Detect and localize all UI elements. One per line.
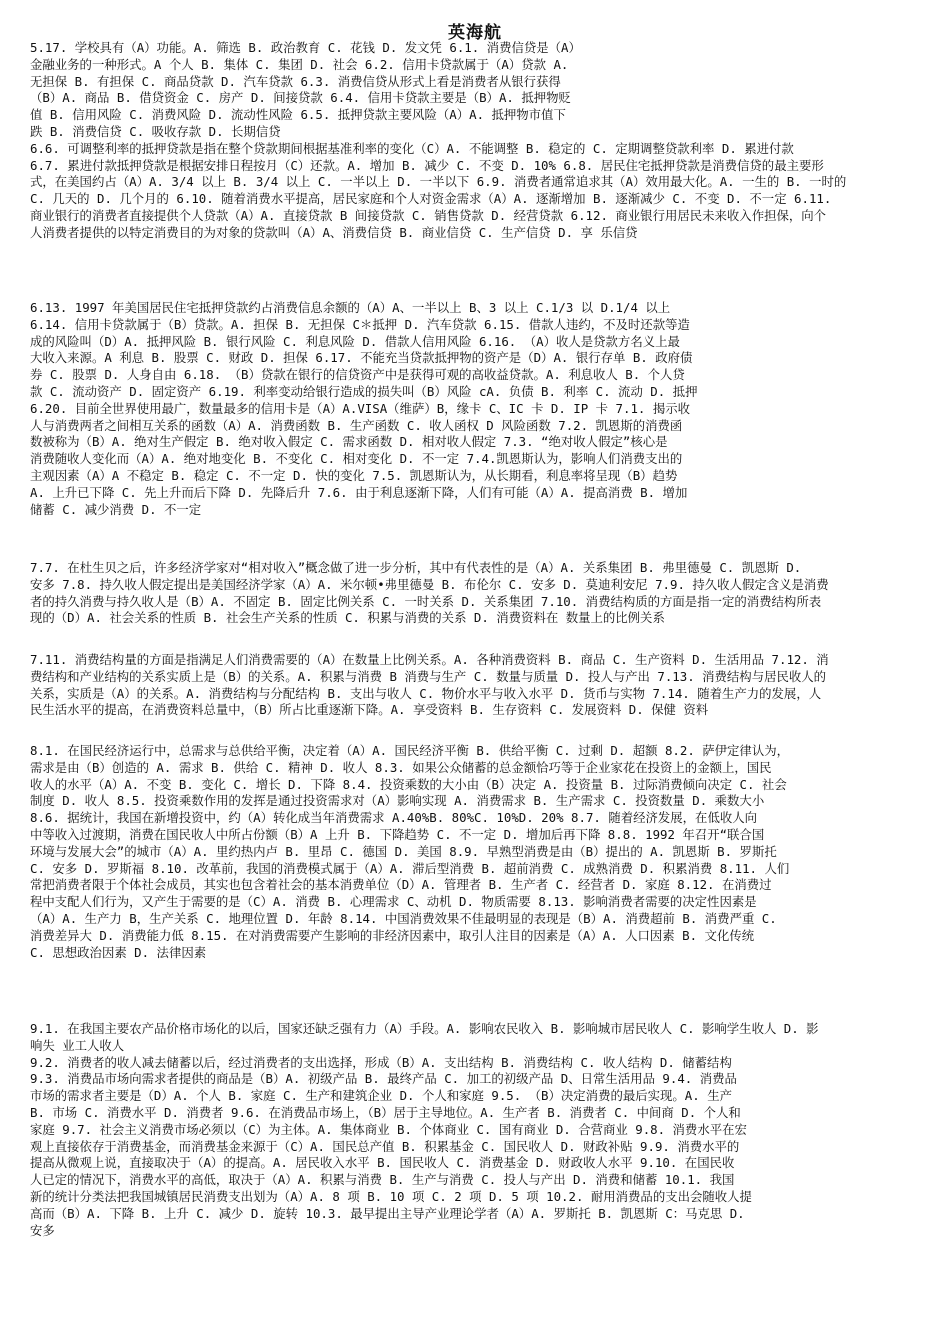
text-line: 6.20. 目前全世界使用最广，数量最多的信用卡是（A）A.VISA（维萨）B，缘卡 C、IC 卡 D. IP 卡 7.1. 揭示收 bbox=[30, 400, 690, 416]
text-line: B. 市场 C. 消费水平 D. 消费者 9.6. 在消费品市场上，（B）居于主导地位。A. 生产者 B. 消费者 C. 中间商 D. 个人和 bbox=[30, 1104, 741, 1120]
text-line: 民生活水平的提高，在消费资料总量中，（B）所占比重逐渐下降。A. 享受资料 B. 生存资料 C. 发展资料 D. 保健 资料 bbox=[30, 702, 709, 718]
text-line: 常把消费者限于个体社会成员，其实也包含着社会的基本消费单位（D）A. 管理者 B. 生产者 C. 经营者 D. 家庭 8.12. 在消费过 bbox=[30, 877, 772, 893]
text-line: 6.13. 1997 年美国居民住宅抵押贷款约占消费信息余额的（A）A、一半以上 B、3 以上 C.1/3 以 D.1/4 以上 bbox=[30, 300, 671, 315]
text-line: C. 安多 D. 罗斯福 8.10. 改革前，我国的消费模式属于（A）A. 滞后型消费 B. 超前消费 C. 成熟消费 D. 积累消费 8.11. 人们 bbox=[30, 860, 790, 876]
text-line: 9.2. 消费者的收人减去储蓄以后，经过消费者的支出选择，形成（B）A. 支出结构 B. 消费结构 C. 收人结构 D. 储蓄结构 bbox=[30, 1054, 732, 1070]
text-line: 式，在美国约占（A）A. 3/4 以上 B. 3/4 以上 C. 一半以上 D. 一半以下 6.9. 消费者通常追求其（A）效用最大化。A. 一生的 B. 一时的 bbox=[30, 174, 847, 190]
text-line: 9.3. 消费品市场向需求者提供的商品是（B）A. 初级产品 B. 最终产品 C. 加工的初级产品 D、日常生活用品 9.4. 消费品 bbox=[30, 1071, 737, 1087]
text-line: 现的（D）A. 社会关系的性质 B. 社会生产关系的性质 C. 积累与消费的关系 D. 消费资料在 数量上的比例关系 bbox=[30, 610, 665, 626]
text-line: 者的持久消费与持久收人是（B）A. 不固定 B. 固定比例关系 C. 一时关系 D. 关系集团 7.10. 消费结构质的方面是指一定的消费结构所表 bbox=[30, 593, 822, 609]
text-line: 响失 业工人收人 bbox=[30, 1037, 125, 1053]
text-line: 主观因素（A）A 不稳定 B. 稳定 C. 不一定 D. 快的变化 7.5. 凯恩斯认为，从长期看，利息率将呈现（B）趋势 bbox=[30, 467, 678, 483]
text-line: 储蓄 C. 减少消费 D. 不一定 bbox=[30, 501, 202, 517]
text-line: 数被称为（B）A. 绝对生产假定 B. 绝对收入假定 C. 需求函数 D. 相对收人假定 7.3. “绝对收人假定”核心是 bbox=[30, 434, 668, 450]
paragraph-block bbox=[30, 743, 789, 961]
text-line: 8.6. 据统计，我国在新增投资中，约（A）转化成当年消费需求 A.40%B. 80%C. 10%D. 20% 8.7. 随着经济发展，在低收人向 bbox=[30, 810, 758, 826]
text-line: 5.17. 学校具有（A）功能。A. 筛选 B. 政治教育 C. 花钱 D. 发文凭 6.1. 消费信贷是（A） bbox=[30, 40, 581, 55]
text-line: 8.1. 在国民经济运行中，总需求与总供给平衡，决定着（A）A. 国民经济平衡 B. 供给平衡 C. 过剩 D. 超额 8.2. 萨伊定律认为， bbox=[30, 743, 789, 758]
paragraph-block bbox=[30, 40, 846, 242]
text-line: 6.7. 累进付款抵押贷款是根据安排日程按月（C）还款。A. 增加 B. 减少 C. 不变 D. 10% 6.8. 居民住宅抵押贷款是消费信贷的最主要形 bbox=[30, 157, 824, 173]
text-line: 6.14. 信用卡贷款属于（B）贷款。A. 担保 B. 无担保 C＊抵押 D. 汽车贷款 6.15. 借款人违约，不及时还款等造 bbox=[30, 316, 690, 332]
paragraph-block bbox=[30, 652, 829, 719]
text-line: 7.11. 消费结构量的方面是指满足人们消费需要的（A）在数量上比例关系。A. 各种消费资料 B. 商品 C. 生产资料 D. 生活用品 7.12. 消 bbox=[30, 652, 829, 667]
paragraph-block bbox=[30, 1021, 819, 1239]
text-line: 安多 7.8. 持久收人假定提出是美国经济学家（A）A. 米尔顿•弗里德曼 B. 布伦尔 C. 安多 D. 莫迪利安尼 7.9. 持久收人假定含义是消费 bbox=[30, 576, 829, 592]
text-line: 款 C. 流动资产 D. 固定资产 6.19. 利率变动给银行造成的损失叫（B）风险 cA. 负债 B. 利率 C. 流动 D. 抵押 bbox=[30, 383, 698, 399]
text-line: 无担保 B. 有担保 C. 商品贷款 D. 汽车贷款 6.3. 消费信贷从形式上看是消费者从银行获得 bbox=[30, 73, 561, 89]
text-line: 人已定的情况下，消费水平的高低，取决于（A）A. 积累与消费 B. 生产与消费 C. 投人与产出 D. 消费和储蓄 10.1. 我国 bbox=[30, 1172, 735, 1188]
text-line: 消费差异大 D. 消费能力低 8.15. 在对消费需要产生影响的非经济因素中，取引人注目的因素是（A）A. 人口因素 B. 文化传统 bbox=[30, 927, 755, 943]
text-line: 程中支配人们行为，又产生于需要的是（C）A. 消费 B. 心理需求 C、动机 D. 物质需要 8.13. 影响消费者需要的决定性因素是 bbox=[30, 894, 757, 910]
text-line: 安多 bbox=[30, 1222, 55, 1238]
text-line: 关系，实质是（A）的关系。A. 消费结构与分配结构 B. 支出与收人 C. 物价水平与收入水平 D. 货币与实物 7.14. 随着生产力的发展，人 bbox=[30, 685, 822, 701]
text-line: 中等收入过渡期，消费在国民收人中所占份额（B）A 上升 B. 下降趋势 C. 不一定 D. 增加后再下降 8.8. 1992 年召开“联合国 bbox=[30, 826, 765, 842]
text-line: 新的统计分类法把我国城镇居民消费支出划为（A）A. 8 项 B. 10 项 C. 2 项 D. 5 项 10.2. 耐用消费品的支出会随收人提 bbox=[30, 1188, 752, 1204]
text-line: 大收入来源。A 利息 B. 股票 C. 财政 D. 担保 6.17. 不能充当贷款抵押物的资产是（D）A. 银行存单 B. 政府债 bbox=[30, 350, 693, 366]
text-line: C. 几天的 D. 几个月的 6.10. 随着消费水平提高，居民家庭和个人对资金需求（A）A. 逐渐增加 B. 逐渐减少 C. 不变 D. 不一定 6.11. bbox=[30, 191, 832, 207]
text-line: 金融业务的一种形式。A 个人 B. 集体 C. 集团 D. 社会 6.2. 信用卡贷款属于（A）贷款 A. bbox=[30, 56, 569, 72]
text-line: 市场的需求者主要是（D）A. 个人 B. 家庭 C. 生产和建筑企业 D. 个人和家庭 9.5. （B）决定消费的最后实现。A. 生产 bbox=[30, 1088, 732, 1104]
text-line: 成的风险叫（D）A. 抵押风险 B. 银行风险 C. 利息风险 D. 借款人信用风险 6.16. （A）收人是贷款方名义上最 bbox=[30, 333, 680, 349]
text-line: C. 思想政治因素 D. 法律因素 bbox=[30, 944, 207, 960]
text-line: 7.7. 在杜生贝之后，许多经济学家对“相对收入”概念做了进一步分析，其中有代表性的是（A）A. 关系集团 B. 弗里德曼 C. 凯恩斯 D. bbox=[30, 560, 802, 575]
text-line: 高而（B）A. 下降 B. 上升 C. 减少 D. 旋转 10.3. 最早提出主导产业理论学者（A）A. 罗斯托 B. 凯恩斯 C：马克思 D. bbox=[30, 1205, 745, 1221]
text-line: 券 C. 股票 D. 人身自由 6.18. （B）贷款在银行的信贷资产中是获得可观的高收益贷款。A. 利息收人 B. 个人贷 bbox=[30, 367, 685, 383]
text-line: 9.1. 在我国主要农产品价格市场化的以后，国家还缺乏强有力（A）手段。A. 影响农民收入 B. 影响城市居民收人 C. 影响学生收人 D. 影 bbox=[30, 1021, 819, 1036]
text-line: 值 B. 信用风险 C. 消费风险 D. 流动性风险 6.5. 抵押贷款主要风险（A）A. 抵押物市值下 bbox=[30, 107, 566, 123]
text-line: 家庭 9.7. 社会主义消费市场必须以（C）为主体。A. 集体商业 B. 个体商业 C. 国有商业 D. 合营商业 9.8. 消费水平在宏 bbox=[30, 1121, 747, 1137]
text-line: 提高从微观上说，直接取决于（A）的提高。A. 居民收入水平 B. 国民收人 C. 消费基金 D. 财政收人水平 9.10. 在国民收 bbox=[30, 1155, 735, 1171]
text-line: （B）A. 商品 B. 借贷资金 C. 房产 D. 间接贷款 6.4. 信用卡贷款主要是（B）A. 抵押物贬 bbox=[30, 90, 571, 106]
text-line: 人与消费两者之间相互关系的函数（A）A. 消费函数 B. 生产函数 C. 收人函权 D 风险函数 7.2. 凯恩斯的消费函 bbox=[30, 417, 683, 433]
paragraph-block bbox=[30, 560, 829, 627]
text-line: 商业银行的消费者直接提供个人贷款（A）A. 直接贷款 B 间接贷款 C. 销售贷款 D. 经营贷款 6.12. 商业银行用居民未来收入作担保，向个 bbox=[30, 207, 827, 223]
text-line: 观上直接依存于消费基金，而消费基金来源于（C）A. 国民总产值 B. 积累基金 C. 国民收人 D. 财政补贴 9.9. 消费水平的 bbox=[30, 1138, 740, 1154]
text-line: 6.6. 可调整利率的抵押贷款是指在整个贷款期间根据基准利率的变化（C）A. 不能调整 B. 稳定的 C. 定期调整贷款利率 D. 累进付款 bbox=[30, 140, 794, 156]
text-line: A. 上升已下降 C. 先上升而后下降 D. 先降后升 7.6. 由于利息逐渐下降，人们有可能（A）A. 提高消费 B. 增加 bbox=[30, 484, 688, 500]
text-line: （A）A. 生产力 B，生产关系 C. 地理位置 D. 年龄 8.14. 中国消费效果不佳最明显的表现是（B）A. 消费超前 B. 消费严重 C. bbox=[30, 910, 777, 926]
text-line: 费结构和产业结构的关系实质上是（B）的关系。A. 积累与消费 B 消费与生产 C. 数量与质量 D. 投人与产出 7.13. 消费结构与居民收人的 bbox=[30, 668, 827, 684]
text-line: 环境与发展大会”的城市（A）A. 里约热内卢 B. 里昂 C. 德国 D. 美国 8.9. 早熟型消费是由（B）提出的 A. 凯恩斯 B. 罗斯托 bbox=[30, 843, 777, 859]
text-line: 消费随收人变化而（A）A. 绝对地变化 B. 不变化 C. 相对变化 D. 不一定 7.4.凯恩斯认为，影响人们消费支出的 bbox=[30, 451, 683, 467]
text-line: 制度 D. 收人 8.5. 投资乘数作用的发挥是通过投资需求对（A）影响实现 A. 消费需求 B. 生产需求 C. 投资数量 D. 乘数大小 bbox=[30, 793, 765, 809]
text-line: 收人的水平（A）A. 不变 B. 变化 C. 增长 D. 下降 8.4. 投资乘数的大小由（B）决定 A. 投资量 B. 过际消费倾向决定 C. 社会 bbox=[30, 776, 787, 792]
text-line: 跌 B. 消费信贷 C. 吸收存款 D. 长期信贷 bbox=[30, 123, 281, 139]
paragraph-block bbox=[30, 300, 697, 518]
text-line: 人消费者提供的以特定消费目的为对象的贷款叫（A）A、消费信贷 B. 商业信贷 C. 生产信贷 D. 享 乐信贷 bbox=[30, 224, 638, 240]
document-title: 英海航 bbox=[448, 23, 502, 43]
text-line: 需求是由（B）创造的 A. 需求 B. 供给 C. 精神 D. 收人 8.3. 如果公众储蓄的总金额恰巧等于企业家花在投资上的金额上，国民 bbox=[30, 759, 772, 775]
